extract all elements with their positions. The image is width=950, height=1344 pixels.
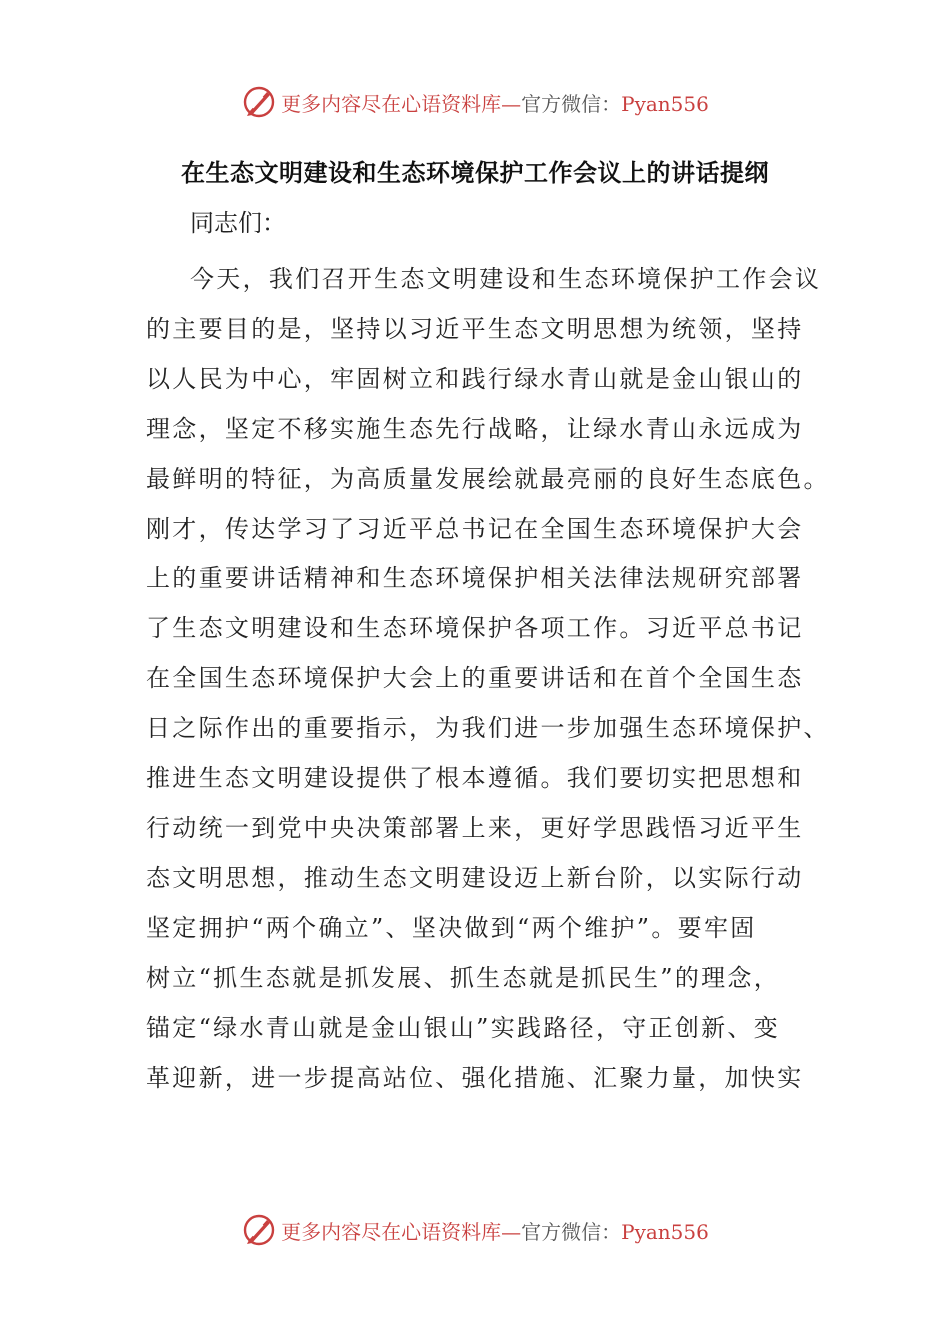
body-line: 日之际作出的重要指示，为我们进一步加强生态环境保护、 xyxy=(146,714,830,743)
body-line: 了生态文明建设和生态环境保护各项工作。习近平总书记 xyxy=(146,614,804,643)
body-line: 今天，我们召开生态文明建设和生态环境保护工作会议 xyxy=(190,265,822,293)
body-line: 最鲜明的特征，为高质量发展绘就最亮丽的良好生态底色。 xyxy=(146,464,830,493)
watermark-text xyxy=(281,88,709,117)
watermark-text-id: Pyan556 xyxy=(621,1219,709,1244)
body-line: 刚才，传达学习了习近平总书记在全国生态环境保护大会 xyxy=(146,514,804,543)
watermark-text-grey: 官方微信： xyxy=(521,1219,622,1244)
watermark-text-grey: 官方微信： xyxy=(521,91,622,116)
salutation: 同志们： xyxy=(190,209,286,237)
footer-watermark xyxy=(0,1210,950,1250)
watermark-text-red: 更多内容尽在心语资料库— xyxy=(281,1219,522,1244)
body-line: 树立“抓生态就是抓发展、抓生态就是抓民生”的理念， xyxy=(146,963,781,992)
body-line: 革迎新，进一步提高站位、强化措施、汇聚力量，加快实 xyxy=(146,1063,804,1092)
body-line: 的主要目的是，坚持以习近平生态文明思想为统领，坚持 xyxy=(146,314,804,343)
header-watermark xyxy=(0,82,950,122)
body-paragraph xyxy=(146,255,830,1103)
body-line: 上的重要讲话精神和生态环境保护相关法律法规研究部署 xyxy=(146,564,804,593)
body-line: 行动统一到党中央决策部署上来，更好学思践悟习近平生 xyxy=(146,813,804,842)
body-line: 推进生态文明建设提供了根本遵循。我们要切实把思想和 xyxy=(146,764,804,793)
pen-logo-icon xyxy=(241,1212,277,1248)
body-line: 在全国生态环境保护大会上的重要讲话和在首个全国生态 xyxy=(146,664,804,693)
pen-logo-icon xyxy=(241,84,277,120)
body-line: 锚定“绿水青山就是金山银山”实践路径，守正创新、变 xyxy=(146,1013,781,1042)
watermark-text-red: 更多内容尽在心语资料库— xyxy=(281,91,522,116)
watermark-text-id: Pyan556 xyxy=(621,91,709,116)
body-line: 以人民为中心，牢固树立和践行绿水青山就是金山银山的 xyxy=(146,364,804,393)
document-title: 在生态文明建设和生态环境保护工作会议上的讲话提纲 xyxy=(181,159,769,187)
watermark-text xyxy=(281,1216,709,1245)
body-line: 理念，坚定不移实施生态先行战略，让绿水青山永远成为 xyxy=(146,414,804,443)
body-line: 坚定拥护“两个确立”、坚决做到“两个维护”。要牢固 xyxy=(146,913,757,942)
body-line: 态文明思想，推动生态文明建设迈上新台阶，以实际行动 xyxy=(146,863,804,892)
